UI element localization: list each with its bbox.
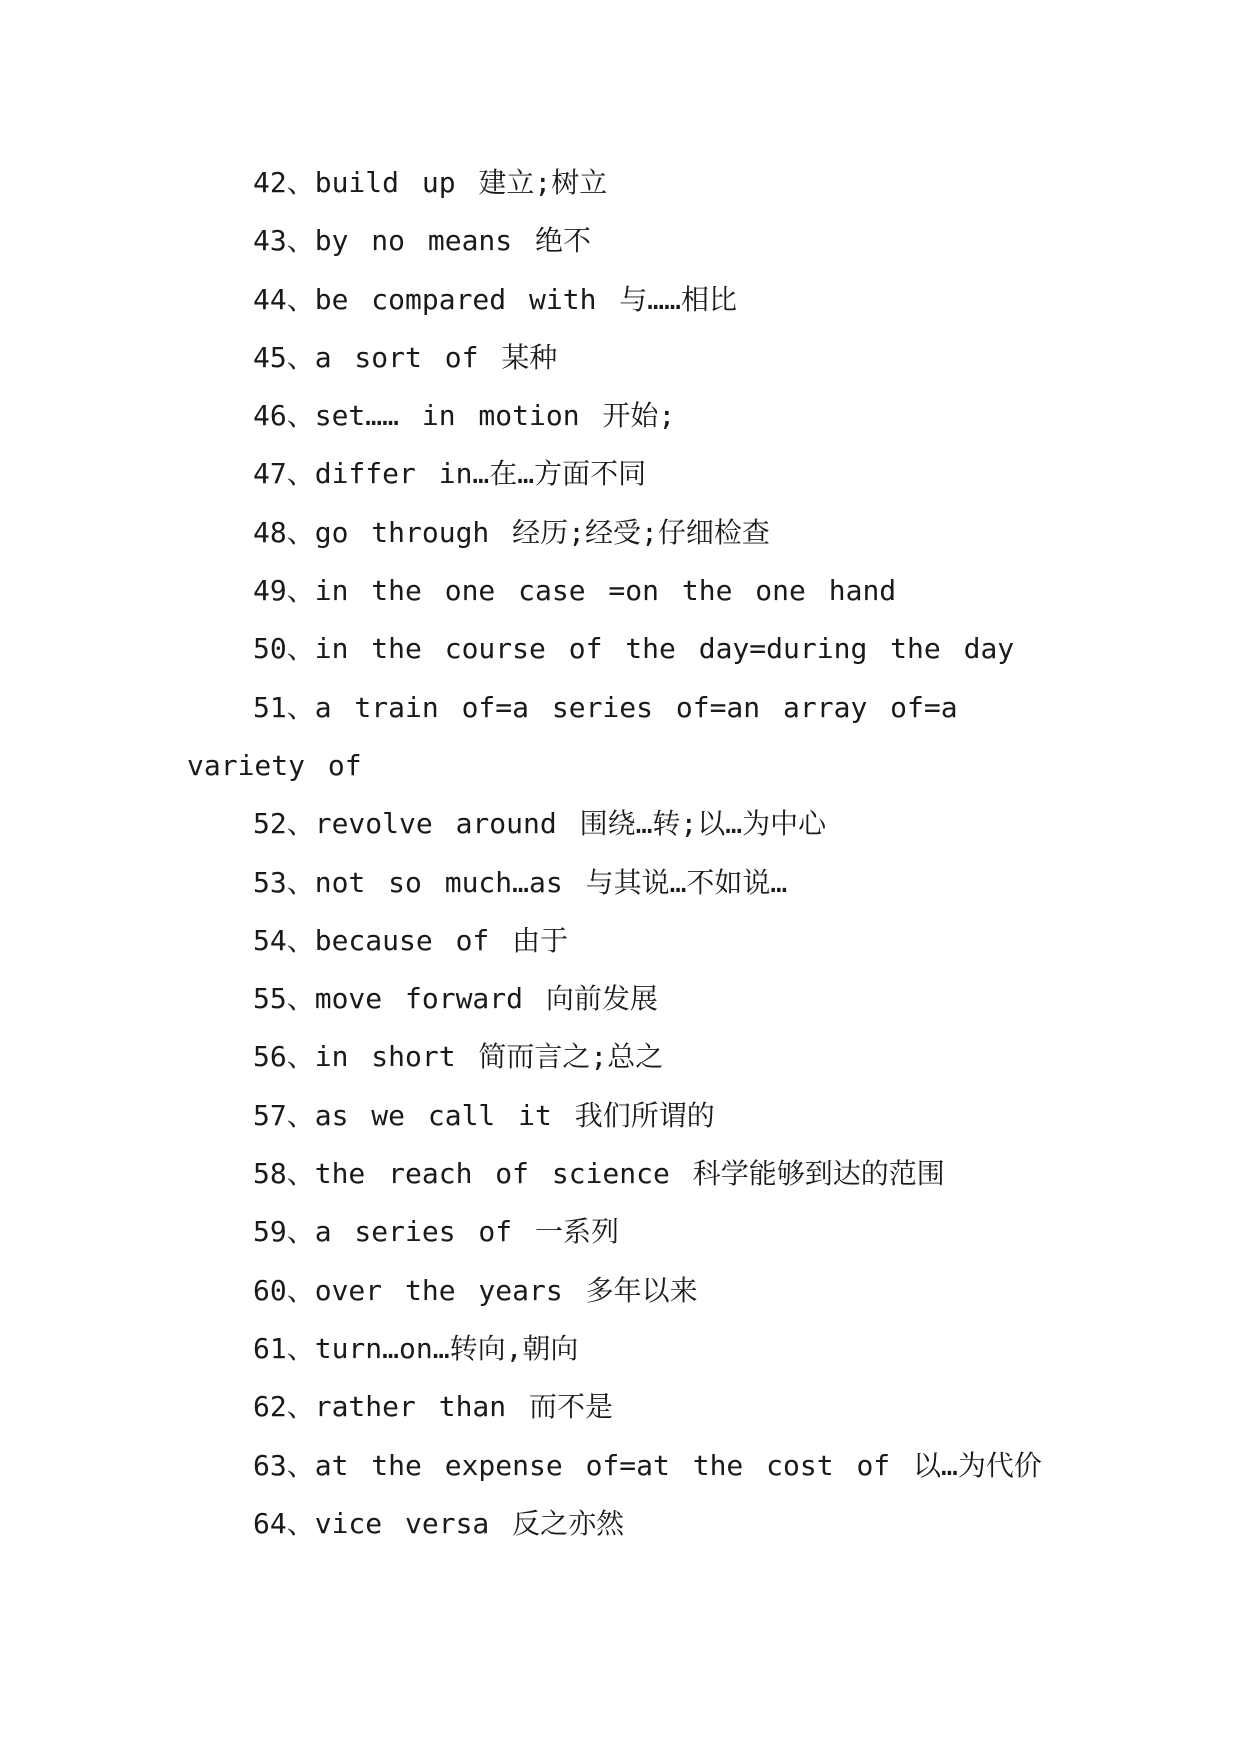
phrase-item-47: 47、differ in…在…方面不同	[253, 457, 647, 491]
phrase-item-58: 58、the reach of science 科学能够到达的范围	[253, 1157, 945, 1191]
phrase-item-52: 52、revolve around 围绕…转;以…为中心	[253, 807, 827, 841]
phrase-item-53: 53、not so much…as 与其说…不如说…	[253, 865, 788, 899]
phrase-list	[187, 154, 1067, 1553]
phrase-item-57: 57、as we call it 我们所谓的	[253, 1098, 715, 1132]
phrase-item-60: 60、over the years 多年以来	[253, 1273, 698, 1307]
phrase-item-64: 64、vice versa 反之亦然	[253, 1506, 625, 1540]
phrase-item-45: 45、a sort of 某种	[253, 340, 558, 374]
phrase-item-49: 49、in the one case =on the one hand	[253, 574, 897, 608]
phrase-item-43: 43、by no means 绝不	[253, 224, 592, 258]
phrase-item-51: 51、a train of=a series of=an array of=a variety of	[187, 690, 981, 782]
phrase-item-48: 48、go through 经历;经受;仔细检查	[253, 515, 770, 549]
phrase-item-56: 56、in short 简而言之;总之	[253, 1040, 664, 1074]
phrase-item-62: 62、rather than 而不是	[253, 1390, 614, 1424]
phrase-item-61: 61、turn…on…转向,朝向	[253, 1331, 579, 1365]
phrase-item-46: 46、set…… in motion 开始;	[253, 399, 676, 433]
phrase-item-59: 59、a series of 一系列	[253, 1215, 620, 1249]
phrase-item-50: 50、in the course of the day=during the day	[253, 632, 1015, 666]
phrase-item-55: 55、move forward 向前发展	[253, 982, 658, 1016]
phrase-item-54: 54、because of 由于	[253, 923, 569, 957]
phrase-item-63: 63、at the expense of=at the cost of 以…为代价	[253, 1448, 1042, 1482]
phrase-item-42: 42、build up 建立;树立	[253, 166, 608, 199]
phrase-item-44: 44、be compared with 与……相比	[253, 282, 738, 316]
